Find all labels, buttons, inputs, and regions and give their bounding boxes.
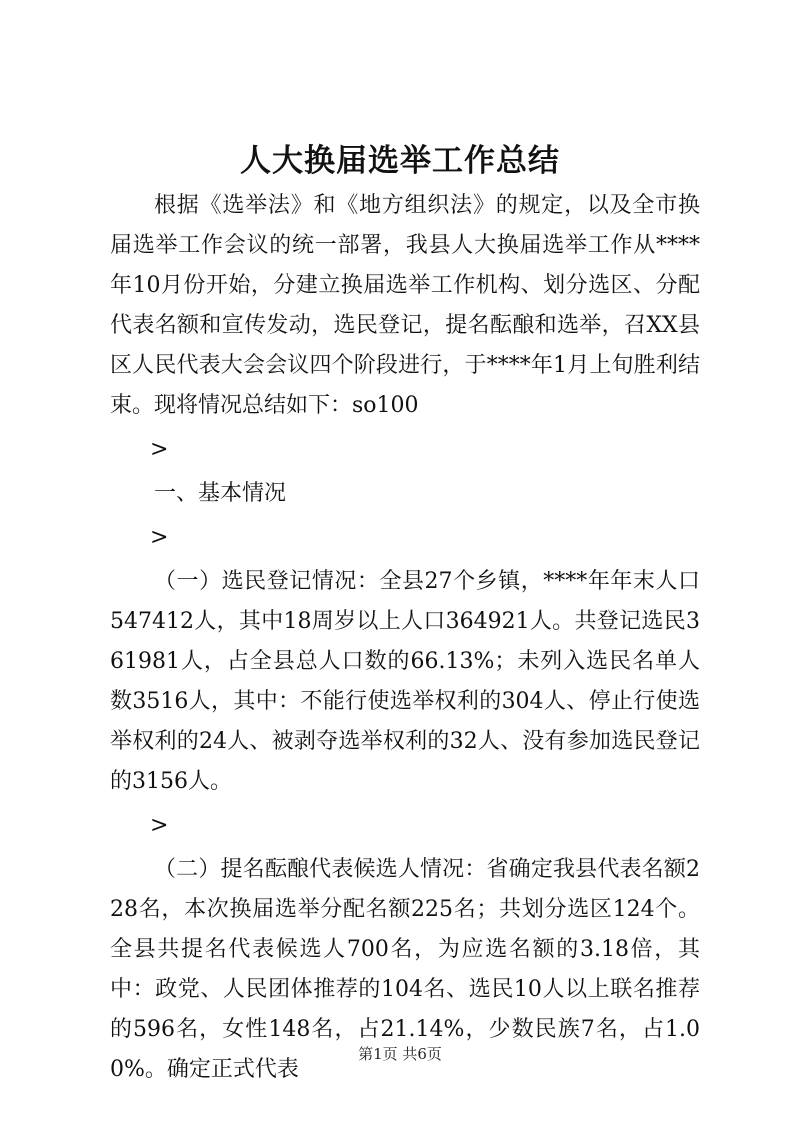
- page-footer: 第1页 共6页: [358, 1045, 442, 1063]
- paragraph-candidate-nomination: （二）提名酝酿代表候选人情况：省确定我县代表名额228名，本次换届选举分配名额225名；共划分选区124个。全县共提名代表候选人700名，为应选名额的3.18倍，其中：政党、人民团体推荐的104名、选民10人以上联名推荐的596名，女性148名，占21.14%，少数民族7名，占1.00%。确定正式代表: [110, 857, 700, 1082]
- section-heading-basic: 一、基本情况: [154, 481, 287, 506]
- section-marker: >: [150, 525, 169, 550]
- section-marker: >: [150, 437, 169, 462]
- document-title: 人大换届选举工作总结: [240, 143, 560, 179]
- section-marker: >: [150, 813, 169, 838]
- paragraph-intro: 根据《选举法》和《地方组织法》的规定，以及全市换届选举工作会议的统一部署，我县人大换届选举工作从****年10月份开始，分建立换届选举工作机构、划分选区、分配代表名额和宣传发动，选民登记，提名酝酿和选举，召XX县区人民代表大会会议四个阶段进行，于****年1月上旬胜利结束。现将情况总结如下：so100: [110, 193, 700, 418]
- paragraph-voter-registration: （一）选民登记情况：全县27个乡镇，****年年末人口547412人，其中18周岁以上人口364921人。共登记选民361981人，占全县总人口数的66.13%；未列入选民名单人数3516人，其中：不能行使选举权利的304人、停止行使选举权利的24人、被剥夺选举权利的32人、没有参加选民登记的3156人。: [110, 569, 700, 794]
- document-body: [110, 186, 700, 1090]
